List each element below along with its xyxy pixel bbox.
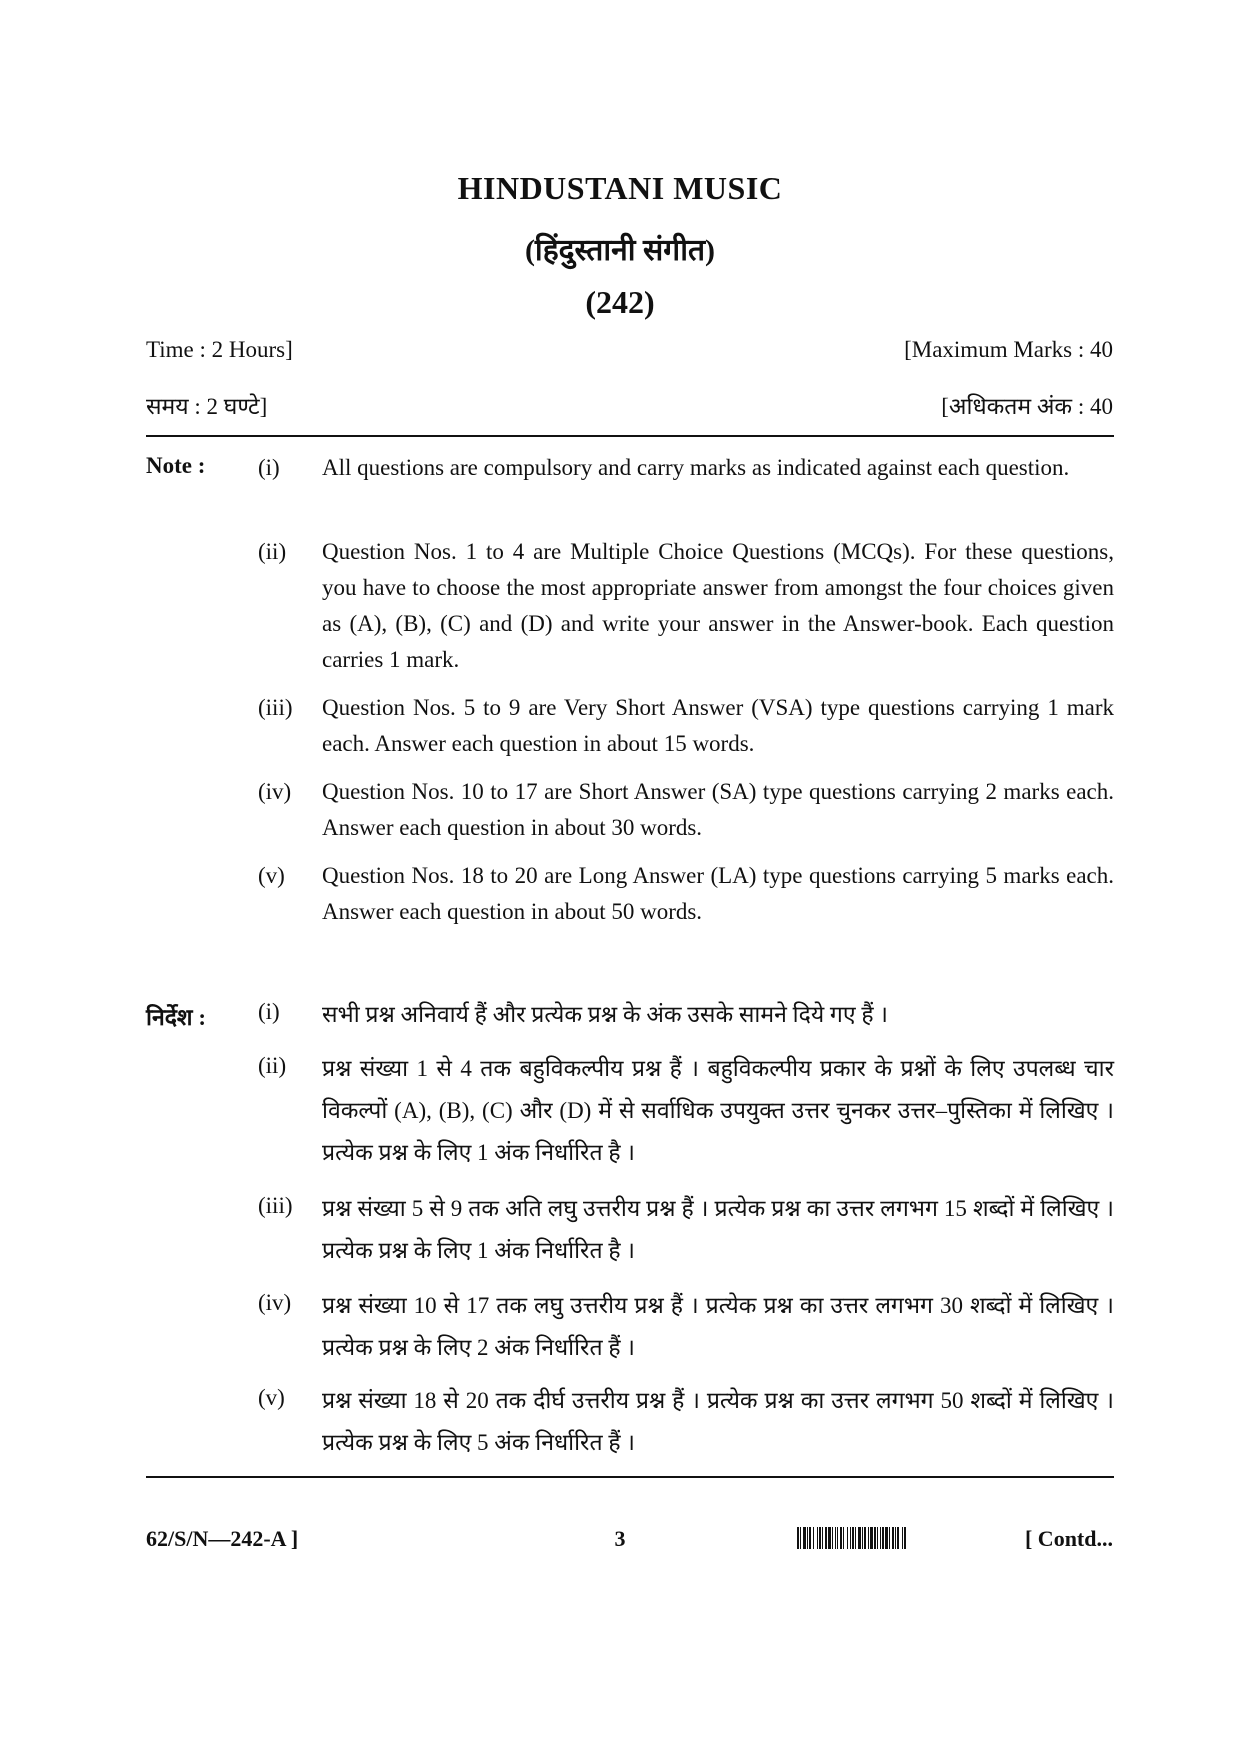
header-divider <box>146 435 1114 437</box>
barcode-bar <box>817 1527 818 1549</box>
barcode-bar <box>835 1527 836 1549</box>
paper-code: 62/S/N—242-A ] <box>146 1526 299 1551</box>
barcode-bar <box>902 1527 903 1549</box>
note-number: (v) <box>258 1385 285 1410</box>
note-number: (iv) <box>258 779 292 804</box>
time-english: Time : 2 Hours] <box>146 337 293 362</box>
note-number: (ii) <box>258 539 287 564</box>
barcode-bar <box>800 1527 801 1549</box>
title-hindi: (हिंदुस्तानी संगीत) <box>524 234 716 267</box>
barcode-bar <box>889 1527 890 1549</box>
note-text: Question Nos. 18 to 20 are Long Answer (LA) type questions carrying 5 marks each. Answer each question in about 50 words. <box>322 863 1114 924</box>
max-marks-english: [Maximum Marks : 40 <box>904 337 1113 362</box>
barcode-bar <box>897 1527 899 1549</box>
title-english: HINDUSTANI MUSIC <box>457 170 783 206</box>
barcode-bar <box>904 1527 906 1549</box>
note-number: (v) <box>258 863 285 888</box>
note-text: Question Nos. 10 to 17 are Short Answer (SA) type questions carrying 2 marks each. Answer each question in about 30 words. <box>322 779 1114 840</box>
barcode-bar <box>864 1527 866 1549</box>
barcode-bar <box>828 1527 831 1549</box>
barcode-bar <box>855 1527 856 1549</box>
barcode-bar <box>837 1527 838 1549</box>
barcode-bar <box>882 1527 884 1549</box>
barcode-bar <box>822 1527 823 1549</box>
barcode-bar <box>870 1527 873 1549</box>
note-number: (iii) <box>258 1193 293 1218</box>
footer-divider <box>146 1476 1114 1478</box>
note-text: प्रश्न संख्या 18 से 20 तक दीर्घ उत्तरीय प्रश्न हैं । प्रत्येक प्रश्न का उत्तर लगभग 50 शब्दों में लिखिए । प्रत्येक प्रश्न के लिए 5 अंक निर्धारित हैं । <box>322 1388 1114 1455</box>
barcode-bar <box>868 1527 869 1549</box>
note-text: Question Nos. 1 to 4 are Multiple Choice Questions (MCQs). For these questions, you have to choose the most appropriate answer from amongst the four choices given as (A), (B), (C) and (D) and write your answer in the Answer-book. Each question carries 1 mark. <box>322 539 1114 672</box>
barcode-bar <box>847 1527 848 1549</box>
continued-marker: [ Contd... <box>1024 1526 1113 1551</box>
note-text: Question Nos. 5 to 9 are Very Short Answer (VSA) type questions carrying 1 mark each. Answer each question in about 15 words. <box>322 695 1114 756</box>
barcode-bar <box>825 1527 827 1549</box>
barcode-bar <box>852 1527 854 1549</box>
barcode-bar <box>858 1527 861 1549</box>
barcode-bar <box>892 1527 894 1549</box>
barcode-bar <box>797 1527 799 1549</box>
note-label-hindi: निर्देश : <box>146 1005 206 1030</box>
note-number: (i) <box>258 999 280 1024</box>
barcode-bar <box>880 1527 881 1549</box>
time-hindi: समय : 2 घण्टे] <box>146 394 268 419</box>
note-number: (ii) <box>258 1053 287 1078</box>
barcode-bar <box>877 1527 878 1549</box>
page-number: 3 <box>614 1526 626 1551</box>
barcode-bar <box>832 1527 833 1549</box>
subject-code: (242) <box>585 284 655 320</box>
barcode-bar <box>850 1527 851 1549</box>
note-text: प्रश्न संख्या 10 से 17 तक लघु उत्तरीय प्रश्न हैं । प्रत्येक प्रश्न का उत्तर लगभग 30 शब्दों में लिखिए । प्रत्येक प्रश्न के लिए 2 अंक निर्धारित हैं । <box>322 1293 1114 1360</box>
note-number: (i) <box>258 455 280 480</box>
barcode-bar <box>809 1527 811 1549</box>
note-text: सभी प्रश्न अनिवार्य हैं और प्रत्येक प्रश्न के अंक उसके सामने दिये गए हैं । <box>322 1002 889 1027</box>
note-text: प्रश्न संख्या 1 से 4 तक बहुविकल्पीय प्रश्न हैं । बहुविकल्पीय प्रकार के प्रश्नों के लिए उपलब्ध चार विकल्पों (A), (B), (C) और (D) में से सर्वाधिक उपयुक्त उत्तर चुनकर उत्तर–पुस्तिका में लिखिए । प्रत्येक प्रश्न के लिए 1 अंक निर्धारित है । <box>322 1056 1114 1165</box>
barcode-bar <box>862 1527 863 1549</box>
note-number: (iv) <box>258 1290 292 1315</box>
barcode-bar <box>819 1527 821 1549</box>
barcode-bar <box>895 1527 896 1549</box>
barcode-bar <box>843 1527 844 1549</box>
note-text: प्रश्न संख्या 5 से 9 तक अति लघु उत्तरीय प्रश्न हैं । प्रत्येक प्रश्न का उत्तर लगभग 15 शब्दों में लिखिए । प्रत्येक प्रश्न के लिए 1 अंक निर्धारित है । <box>322 1196 1114 1263</box>
barcode <box>797 1527 1007 1549</box>
barcode-bar <box>807 1527 808 1549</box>
barcode-bar <box>840 1527 842 1549</box>
barcode-bar <box>803 1527 806 1549</box>
barcode-bar <box>874 1527 876 1549</box>
barcode-bar <box>813 1527 814 1549</box>
note-text: All questions are compulsory and carry marks as indicated against each question. <box>322 455 1070 480</box>
barcode-bar <box>885 1527 888 1549</box>
max-marks-hindi: [अधिकतम अंक : 40 <box>941 394 1113 419</box>
note-label-english: Note : <box>146 453 206 478</box>
note-number: (iii) <box>258 695 293 720</box>
